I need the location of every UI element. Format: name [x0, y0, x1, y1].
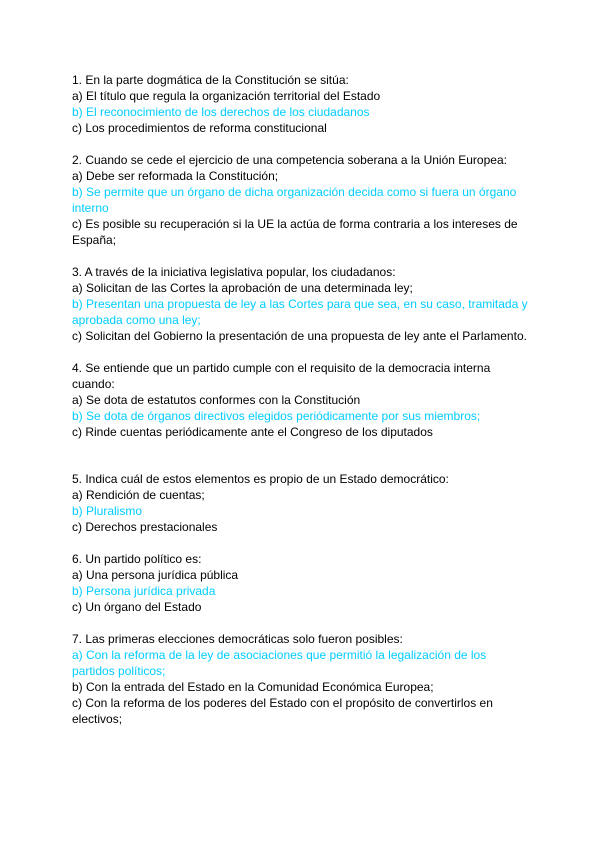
option-c: c) Solicitan del Gobierno la presentación de una propuesta de ley ante el Parlamento. [72, 329, 527, 343]
question-4 [72, 360, 532, 440]
option-a: a) Solicitan de las Cortes la aprobación de una determinada ley; [72, 281, 413, 295]
question-text: 1. En la parte dogmática de la Constitución se sitúa: [72, 73, 349, 87]
option-b-correct: b) El reconocimiento de los derechos de los ciudadanos [72, 105, 370, 119]
question-text: 3. A través de la iniciativa legislativa popular, los ciudadanos: [72, 265, 396, 279]
option-b-correct: b) Pluralismo [72, 504, 143, 518]
question-text: 4. Se entiende que un partido cumple con el requisito de la democracia interna cuando: [72, 361, 494, 391]
question-6 [72, 551, 532, 615]
question-1 [72, 72, 532, 136]
option-c: c) Derechos prestacionales [72, 520, 218, 534]
option-a-correct: a) Con la reforma de la ley de asociaciones que permitió la legalización de los partidos políticos; [72, 648, 490, 678]
question-text: 7. Las primeras elecciones democráticas solo fueron posibles: [72, 632, 403, 646]
question-3 [72, 264, 532, 344]
question-text: 6. Un partido político es: [72, 552, 202, 566]
option-a: a) Se dota de estatutos conformes con la Constitución [72, 393, 361, 407]
option-b-correct: b) Persona jurídica privada [72, 584, 216, 598]
option-c: c) Los procedimientos de reforma constitucional [72, 121, 327, 135]
question-7 [72, 631, 532, 727]
option-c: c) Un órgano del Estado [72, 600, 202, 614]
question-text: 2. Cuando se cede el ejercicio de una competencia soberana a la Unión Europea: [72, 153, 507, 167]
option-b-correct: b) Presentan una propuesta de ley a las Cortes para que sea, en su caso, tramitada y aprobada como una ley; [72, 297, 531, 327]
question-text: 5. Indica cuál de estos elementos es propio de un Estado democrático: [72, 472, 449, 486]
option-b-correct: b) Se dota de órganos directivos elegidos periódicamente por sus miembros; [72, 409, 481, 423]
option-c: c) Con la reforma de los poderes del Estado con el propósito de convertirlos en electivos; [72, 696, 497, 726]
option-b: b) Con la entrada del Estado en la Comunidad Económica Europea; [72, 680, 434, 694]
option-c: c) Es posible su recuperación si la UE la actúa de forma contraria a los intereses de España; [72, 217, 521, 247]
option-a: a) Una persona jurídica pública [72, 568, 239, 582]
option-a: a) El título que regula la organización territorial del Estado [72, 89, 381, 103]
option-a: a) Debe ser reformada la Constitución; [72, 169, 279, 183]
option-a: a) Rendición de cuentas; [72, 488, 205, 502]
question-5 [72, 471, 532, 535]
option-c: c) Rinde cuentas periódicamente ante el Congreso de los diputados [72, 425, 433, 439]
option-b-correct: b) Se permite que un órgano de dicha organización decida como si fuera un órgano interno [72, 185, 520, 215]
question-2 [72, 152, 532, 248]
